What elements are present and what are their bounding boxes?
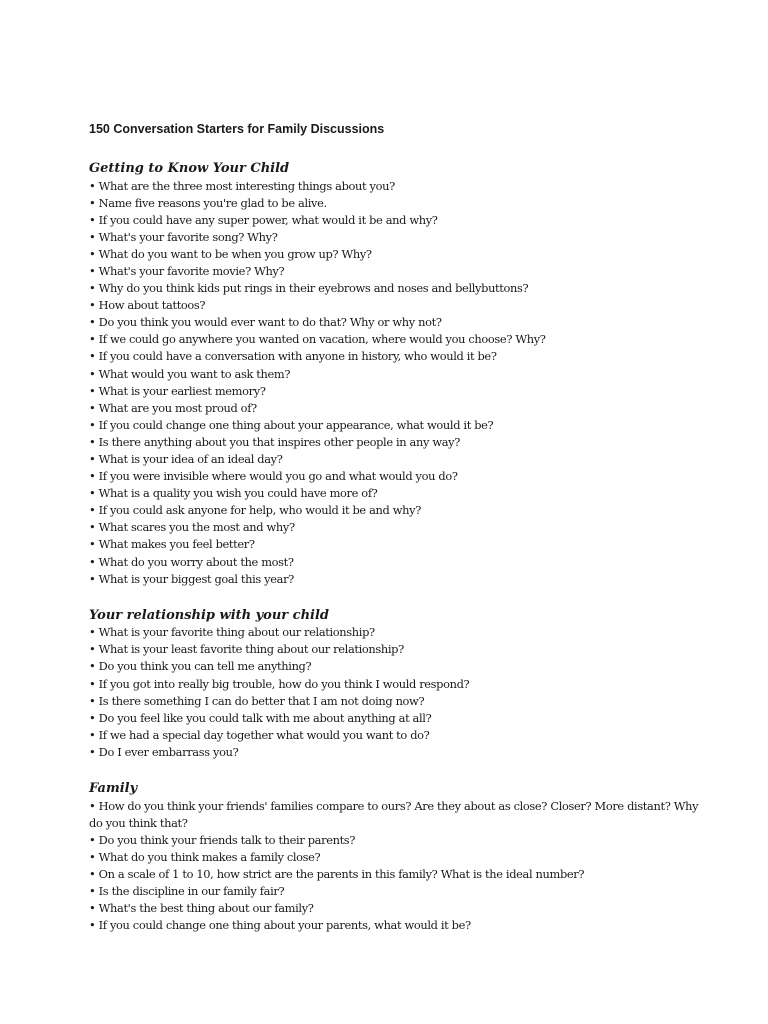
list-item <box>89 434 709 451</box>
list-item <box>89 624 709 641</box>
list-item <box>89 676 709 693</box>
section-relationship-with-child <box>89 607 709 761</box>
list-item <box>89 485 709 502</box>
bullet-icon: • <box>89 298 96 313</box>
list-item <box>89 502 709 519</box>
bullet-icon: • <box>89 520 96 535</box>
list-item <box>89 536 709 553</box>
question-text: If we could go anywhere you wanted on vacation, where would you choose? Why? <box>98 332 546 347</box>
question-text: What scares you the most and why? <box>98 520 295 535</box>
question-text: Do I ever embarrass you? <box>98 744 239 759</box>
list-item <box>89 314 709 331</box>
bullet-icon: • <box>89 400 96 415</box>
bullet-icon: • <box>89 693 96 708</box>
question-list <box>89 624 709 761</box>
bullet-icon: • <box>89 503 96 518</box>
bullet-icon: • <box>89 263 96 278</box>
bullet-icon: • <box>89 315 96 330</box>
question-text: What's your favorite movie? Why? <box>98 263 285 278</box>
list-item <box>89 400 709 417</box>
question-text: If you could have any super power, what would it be and why? <box>98 212 438 227</box>
document-title: 150 Conversation Starters for Family Discussions <box>89 122 385 136</box>
question-text: What is your biggest goal this year? <box>98 571 294 586</box>
question-text: What makes you feel better? <box>98 537 255 552</box>
question-text: Do you think you would ever want to do that? Why or why not? <box>98 315 442 330</box>
question-text: If you could have a conversation with anyone in history, who would it be? <box>98 349 497 364</box>
section-getting-to-know-your-child <box>89 160 709 588</box>
section-heading: Getting to Know Your Child <box>89 161 290 176</box>
bullet-icon: • <box>89 866 96 881</box>
question-text: If we had a special day together what would you want to do? <box>98 727 430 742</box>
list-item <box>89 900 709 917</box>
bullet-icon: • <box>89 195 96 210</box>
bullet-icon: • <box>89 625 96 640</box>
list-item <box>89 798 709 832</box>
question-text: If you could change one thing about your parents, what would it be? <box>98 918 471 933</box>
bullet-icon: • <box>89 452 96 466</box>
question-text: If you got into really big trouble, how do you think I would respond? <box>98 676 470 691</box>
question-text: How about tattoos? <box>98 298 206 313</box>
bullet-icon: • <box>89 798 96 813</box>
list-item <box>89 417 709 434</box>
question-text: Is the discipline in our family fair? <box>98 883 285 898</box>
list-item <box>89 832 709 849</box>
bullet-icon: • <box>89 744 96 759</box>
question-text: Is there something I can do better that I am not doing now? <box>98 693 425 708</box>
bullet-icon: • <box>89 832 96 847</box>
bullet-icon: • <box>89 642 96 657</box>
section-heading: Your relationship with your child <box>89 607 330 623</box>
bullet-icon: • <box>89 332 96 347</box>
list-item <box>89 866 709 883</box>
bullet-icon: • <box>89 486 96 501</box>
question-text: What is a quality you wish you could have more of? <box>98 486 378 501</box>
question-text: What do you think makes a family close? <box>98 849 321 864</box>
bullet-icon: • <box>89 469 96 484</box>
question-text: What's the best thing about our family? <box>98 901 314 916</box>
question-text: What do you want to be when you grow up? Why? <box>98 246 372 261</box>
bullet-icon: • <box>89 537 96 552</box>
list-item <box>89 229 709 246</box>
bullet-icon: • <box>89 659 96 674</box>
bullet-icon: • <box>89 212 96 227</box>
bullet-icon: • <box>89 849 96 864</box>
list-item <box>89 195 709 212</box>
list-item <box>89 710 709 727</box>
bullet-icon: • <box>89 710 96 725</box>
bullet-icon: • <box>89 918 96 933</box>
bullet-icon: • <box>89 366 96 381</box>
list-item <box>89 849 709 866</box>
document-page <box>89 121 709 953</box>
list-item <box>89 297 709 314</box>
list-item <box>89 366 709 383</box>
question-text: Why do you think kids put rings in their eyebrows and noses and bellybuttons? <box>98 281 529 296</box>
question-text: What are the three most interesting things about you? <box>98 178 395 193</box>
bullet-icon: • <box>89 246 96 261</box>
list-item <box>89 744 709 761</box>
section-family <box>89 780 709 934</box>
bullet-icon: • <box>89 554 96 569</box>
bullet-icon: • <box>89 349 96 364</box>
list-item <box>89 468 709 485</box>
bullet-icon: • <box>89 229 96 244</box>
list-item <box>89 451 709 468</box>
list-item <box>89 883 709 900</box>
bullet-icon: • <box>89 727 96 742</box>
list-item <box>89 554 709 571</box>
bullet-icon: • <box>89 383 96 398</box>
list-item <box>89 348 709 365</box>
bullet-icon: • <box>89 178 96 193</box>
question-text: What is your favorite thing about our relationship? <box>98 625 375 640</box>
question-list <box>89 178 709 588</box>
question-text: If you could change one thing about your appearance, what would it be? <box>98 417 494 432</box>
list-item <box>89 280 709 297</box>
bullet-icon: • <box>89 676 96 691</box>
list-item <box>89 331 709 348</box>
list-item <box>89 641 709 658</box>
bullet-icon: • <box>89 571 96 586</box>
question-list <box>89 798 709 935</box>
question-text: Do you think you can tell me anything? <box>98 659 312 674</box>
list-item <box>89 263 709 280</box>
list-item <box>89 727 709 744</box>
list-item <box>89 519 709 536</box>
question-text: What are you most proud of? <box>98 400 257 415</box>
bullet-icon: • <box>89 281 96 296</box>
list-item <box>89 693 709 710</box>
bullet-icon: • <box>89 434 96 449</box>
question-text: If you were invisible where would you go and what would you do? <box>98 469 458 484</box>
list-item <box>89 212 709 229</box>
question-text: What do you worry about the most? <box>98 554 294 569</box>
question-text: On a scale of 1 to 10, how strict are the parents in this family? What is the ideal number? <box>98 866 585 881</box>
bullet-icon: • <box>89 901 96 916</box>
list-item <box>89 658 709 675</box>
question-text: What's your favorite song? Why? <box>98 229 278 244</box>
bullet-icon: • <box>89 417 96 432</box>
question-text: Is there anything about you that inspires other people in any way? <box>98 434 461 449</box>
question-text: What is your least favorite thing about our relationship? <box>98 642 404 657</box>
question-text: What is your earliest memory? <box>98 383 266 398</box>
bullet-icon: • <box>89 883 96 898</box>
list-item <box>89 383 709 400</box>
list-item <box>89 246 709 263</box>
question-text: What would you want to ask them? <box>98 366 291 381</box>
question-text: Do you think your friends talk to their parents? <box>98 832 356 847</box>
list-item <box>89 571 709 588</box>
question-text: How do you think your friends' families compare to ours? Are they about as close? Closer? More distant? Why do you think that? <box>89 798 699 830</box>
question-text: Name five reasons you're glad to be alive. <box>98 195 327 210</box>
question-text: Do you feel like you could talk with me about anything at all? <box>98 710 432 725</box>
section-heading: Family <box>89 781 138 796</box>
question-text: If you could ask anyone for help, who would it be and why? <box>98 503 421 518</box>
question-text: What is your idea of an ideal day? <box>98 452 283 466</box>
list-item <box>89 917 709 934</box>
list-item <box>89 178 709 195</box>
